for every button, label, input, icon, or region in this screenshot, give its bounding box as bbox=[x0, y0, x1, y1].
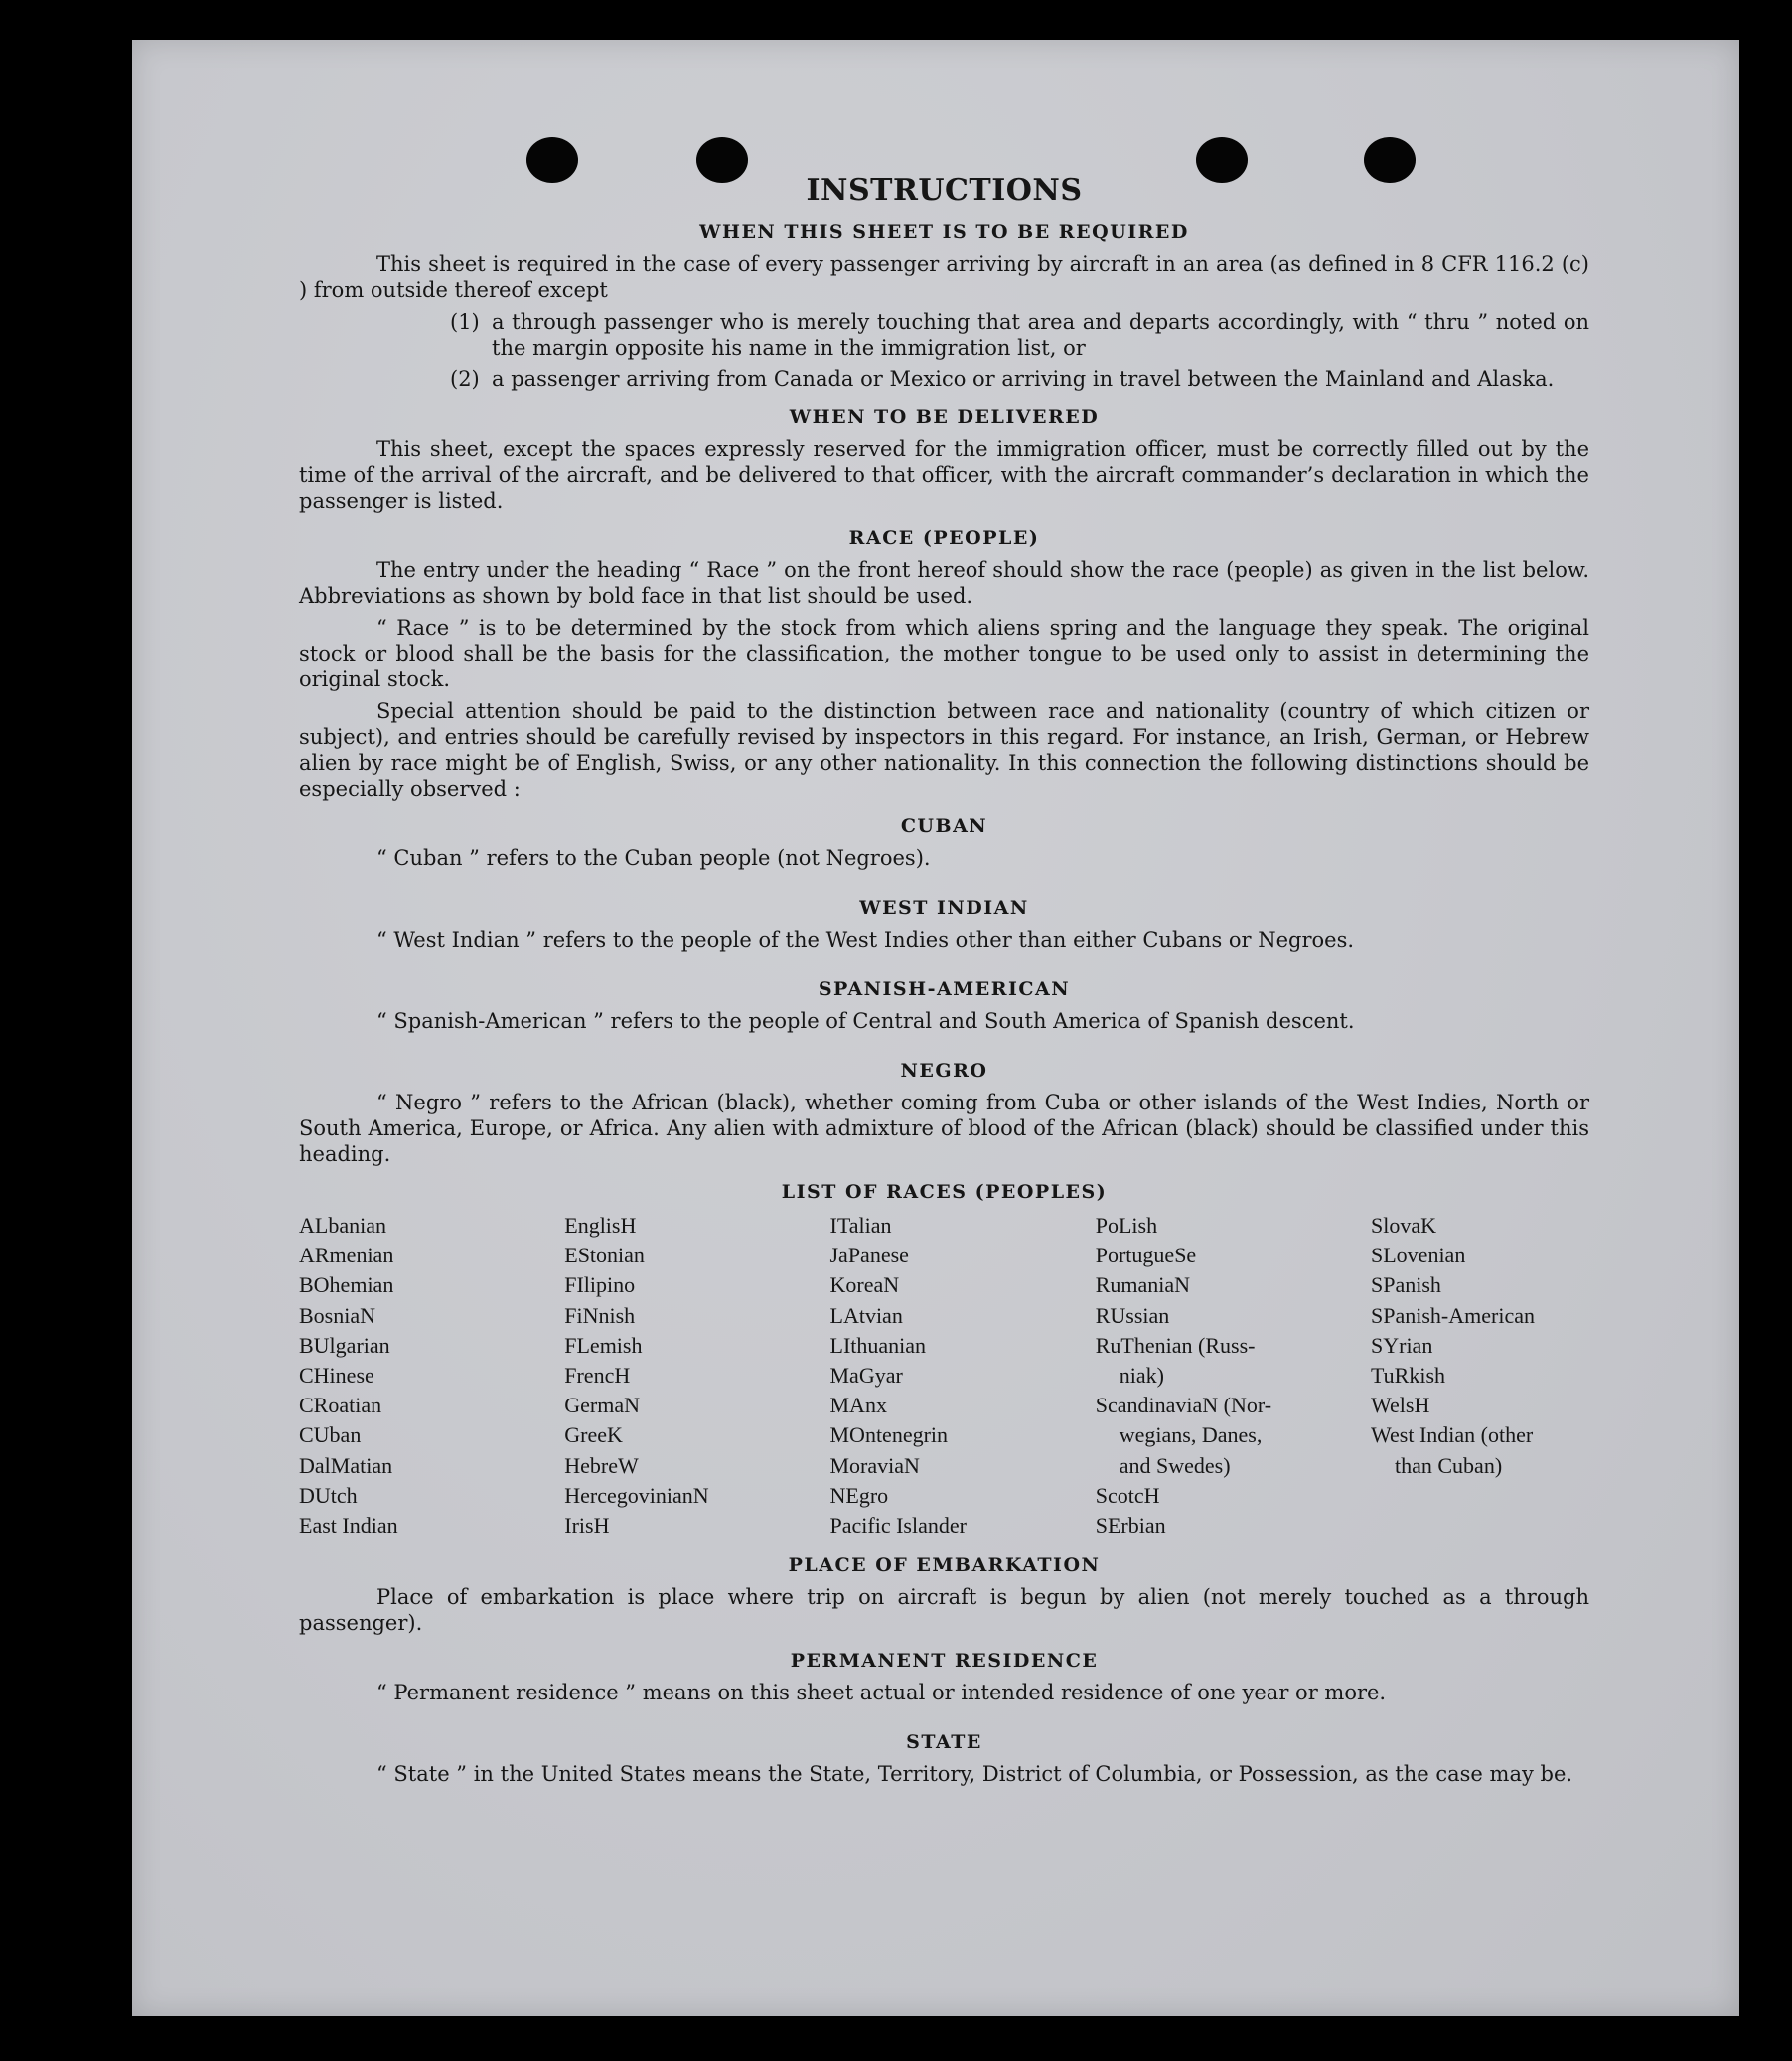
race-entry: RUssian bbox=[1095, 1302, 1170, 1328]
race-entry: ARmenian bbox=[299, 1243, 394, 1268]
races-column bbox=[1096, 1211, 1344, 1541]
race-entry: EnglisH bbox=[564, 1213, 637, 1238]
race-entry: Pacific Islander bbox=[829, 1513, 967, 1539]
section-heading-cuban: CUBAN bbox=[900, 815, 988, 837]
race-entry: GreeK bbox=[564, 1422, 623, 1448]
race-entry: KoreaN bbox=[829, 1272, 900, 1298]
race-entry: ScandinaviaN (Nor- bbox=[1095, 1393, 1272, 1418]
race-entry: HercegovinianN bbox=[564, 1482, 709, 1508]
race-entry: PoLish bbox=[1095, 1213, 1158, 1238]
cuban-text: “ Cuban ” refers to the Cuban people (not Negroes). bbox=[376, 846, 931, 870]
race-entry: MaGyar bbox=[829, 1363, 903, 1389]
embarkation-text: Place of embarkation is place where trip on aircraft is begun by alien (not merely touched as a through passenger). bbox=[299, 1585, 1589, 1636]
race-paragraph-1: The entry under the heading “ Race ” on the front hereof should show the race (people) as given in the list below. Abbreviations as shown by bold face in that list should be used. bbox=[299, 558, 1589, 608]
race-entry: CRoatian bbox=[299, 1393, 382, 1418]
state-text: “ State ” in the United States means the State, Territory, District of Columbia, or Possession, as the case may be. bbox=[376, 1762, 1573, 1787]
section-heading-residence: PERMANENT RESIDENCE bbox=[790, 1650, 1099, 1673]
list-item-number: (2) bbox=[450, 368, 480, 391]
residence-text: “ Permanent residence ” means on this sheet actual or intended residence of one year or more. bbox=[376, 1681, 1387, 1705]
race-entry: ALbanian bbox=[299, 1213, 386, 1238]
section-heading-negro: NEGRO bbox=[900, 1060, 988, 1082]
race-entry: PortugueSe bbox=[1095, 1243, 1197, 1268]
race-entry: MOntenegrin bbox=[829, 1422, 949, 1448]
races-column bbox=[830, 1211, 1069, 1541]
section-heading-delivered: WHEN TO BE DELIVERED bbox=[789, 406, 1100, 428]
section-heading-spanish-american: SPANISH-AMERICAN bbox=[818, 978, 1071, 1000]
race-entry: RumaniaN bbox=[1095, 1272, 1191, 1298]
race-entry: ScotcH bbox=[1095, 1482, 1160, 1508]
list-item-number: (1) bbox=[450, 310, 480, 334]
races-column bbox=[564, 1211, 803, 1541]
race-entry: DUtch bbox=[299, 1482, 358, 1508]
race-entry: LIthuanian bbox=[829, 1332, 927, 1358]
race-entry: HebreW bbox=[564, 1452, 639, 1478]
list-item bbox=[450, 309, 1589, 361]
races-list bbox=[299, 1211, 1589, 1541]
races-column bbox=[299, 1211, 537, 1541]
section-heading-state: STATE bbox=[906, 1731, 982, 1754]
race-entry: BosniaN bbox=[299, 1302, 375, 1328]
race-entry: NEgro bbox=[829, 1482, 889, 1508]
race-entry: FLemish bbox=[564, 1332, 643, 1358]
race-entry: niak) bbox=[1119, 1363, 1164, 1389]
race-entry: BOhemian bbox=[299, 1272, 394, 1298]
section-heading-embarkation: PLACE OF EMBARKATION bbox=[788, 1554, 1101, 1577]
race-entry: SPanish bbox=[1371, 1272, 1441, 1298]
negro-text: “ Negro ” refers to the African (black), whether coming from Cuba or other islands of the West Indies, North or South America, Europe, or Africa. Any alien with admixture of blood of the African (black) should be classified under this heading. bbox=[299, 1091, 1589, 1166]
race-entry: GermaN bbox=[564, 1393, 640, 1418]
race-entry: BUlgarian bbox=[299, 1332, 390, 1358]
race-entry: IrisH bbox=[564, 1513, 610, 1539]
race-entry: EStonian bbox=[564, 1243, 645, 1268]
race-entry: West Indian (other bbox=[1371, 1422, 1534, 1448]
race-entry: FrencH bbox=[564, 1363, 631, 1389]
spanish-american-text: “ Spanish-American ” refers to the people of Central and South America of Spanish descent. bbox=[376, 1009, 1355, 1033]
race-entry: JaPanese bbox=[829, 1243, 909, 1268]
race-paragraph-2: “ Race ” is to be determined by the stock from which aliens spring and the language they speak. The original stock or blood shall be the basis for the classification, the mother tongue to be used only to assist in determining the original stock. bbox=[299, 616, 1589, 691]
page-title: INSTRUCTIONS bbox=[806, 173, 1083, 208]
races-column bbox=[1371, 1211, 1589, 1541]
race-entry: WelsH bbox=[1371, 1393, 1430, 1418]
race-entry: ITalian bbox=[829, 1213, 892, 1238]
race-entry: MAnx bbox=[829, 1393, 887, 1418]
required-intro: This sheet is required in the case of every passenger arriving by aircraft in an area (as defined in 8 CFR 116.2 (c) ) from outside thereof except bbox=[299, 252, 1589, 302]
race-entry: LAtvian bbox=[829, 1302, 903, 1328]
race-entry: RuThenian (Russ- bbox=[1095, 1332, 1256, 1358]
race-paragraph-3: Special attention should be paid to the distinction between race and nationality (country of which citizen or subject), and entries should be carefully revised by inspectors in this regard. For instance, an Irish, German, or Hebrew alien by race might be of English, Swiss, or any other nationality. In this connection the following distinctions should be especially observed : bbox=[299, 699, 1589, 801]
race-entry: than Cuban) bbox=[1395, 1452, 1503, 1478]
list-item bbox=[450, 367, 1589, 392]
race-entry: CUban bbox=[299, 1422, 362, 1448]
race-entry: DalMatian bbox=[299, 1452, 393, 1478]
race-entry: FiNnish bbox=[564, 1302, 636, 1328]
race-entry: SErbian bbox=[1095, 1513, 1166, 1539]
race-entry: SLovenian bbox=[1371, 1243, 1466, 1268]
race-entry: SYrian bbox=[1371, 1332, 1433, 1358]
race-entry: SlovaK bbox=[1371, 1213, 1436, 1238]
race-entry: and Swedes) bbox=[1119, 1452, 1231, 1478]
race-entry: East Indian bbox=[299, 1513, 398, 1539]
delivered-text: This sheet, except the spaces expressly reserved for the immigration officer, must be correctly filled out by the time of the arrival of the aircraft, and be delivered to that officer, with the aircraft commander’s declaration in which the passenger is listed. bbox=[299, 437, 1589, 513]
race-entry: MoraviaN bbox=[829, 1452, 920, 1478]
section-heading-race: RACE (PEOPLE) bbox=[848, 527, 1040, 549]
race-entry: CHinese bbox=[299, 1363, 374, 1389]
instructions-content bbox=[299, 167, 1589, 1793]
race-entry: SPanish-American bbox=[1371, 1302, 1535, 1328]
race-entry: FIlipino bbox=[564, 1272, 636, 1298]
race-entry: wegians, Danes, bbox=[1119, 1422, 1263, 1448]
list-item-text: a through passenger who is merely touching that area and departs accordingly, with “ thru ” noted on the margin opposite his name in the immigration list, or bbox=[492, 310, 1589, 360]
section-heading-required: WHEN THIS SHEET IS TO BE REQUIRED bbox=[699, 221, 1189, 243]
race-entry: TuRkish bbox=[1371, 1363, 1446, 1389]
section-heading-west-indian: WEST INDIAN bbox=[859, 897, 1029, 919]
section-heading-list-of-races: LIST OF RACES (PEOPLES) bbox=[781, 1181, 1108, 1203]
west-indian-text: “ West Indian ” refers to the people of the West Indies other than either Cubans or Negroes. bbox=[376, 928, 1355, 952]
list-item-text: a passenger arriving from Canada or Mexico or arriving in travel between the Mainland and Alaska. bbox=[492, 368, 1555, 391]
